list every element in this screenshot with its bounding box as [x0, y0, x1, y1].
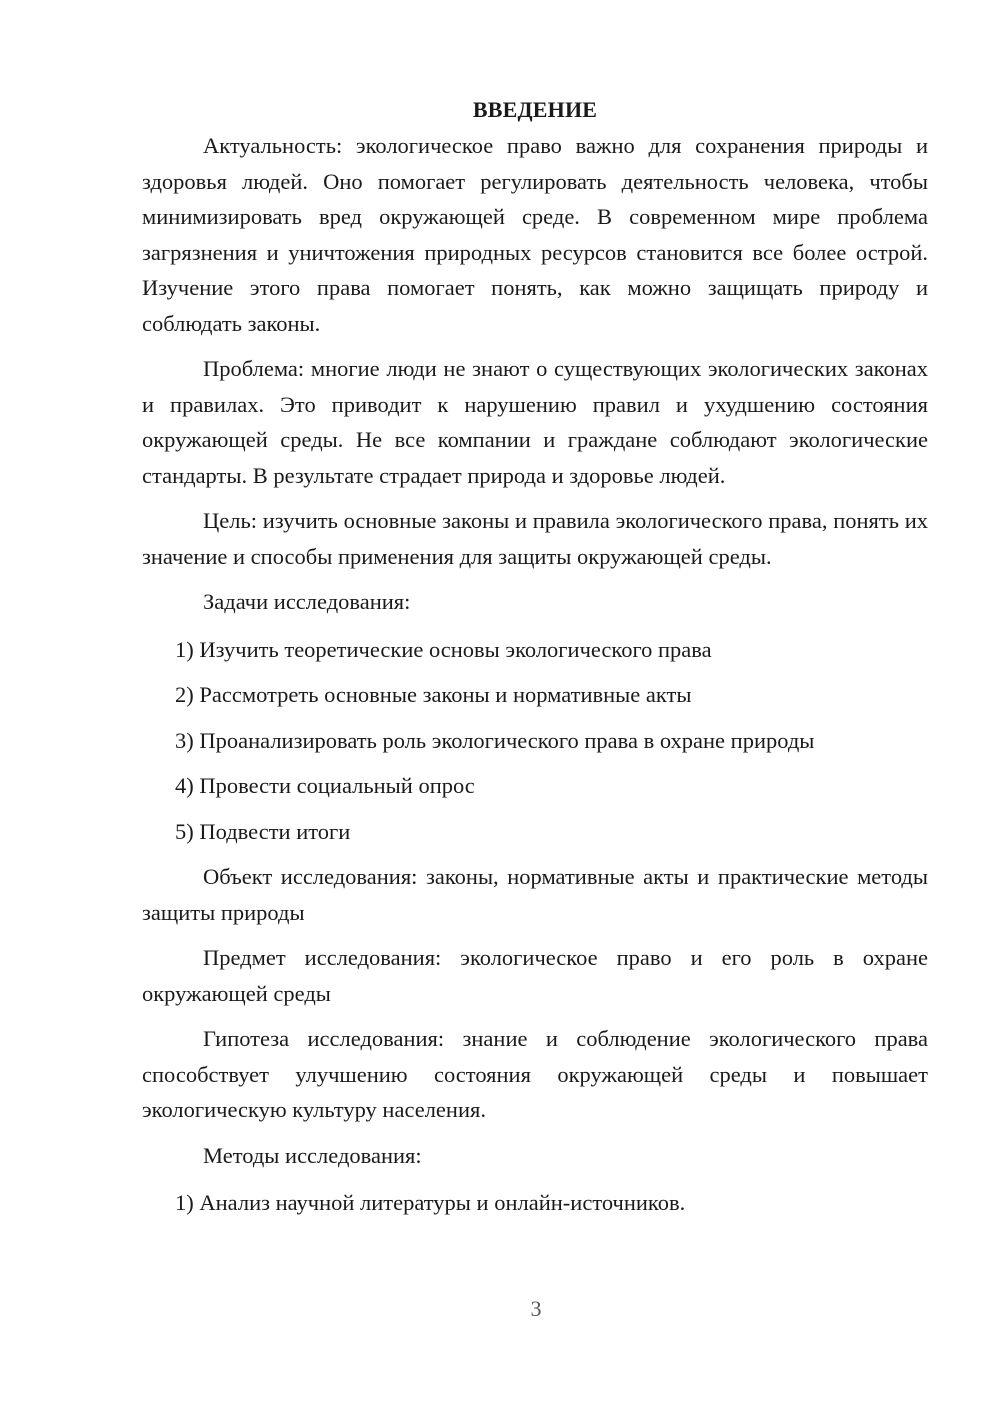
page-number: 3 — [530, 1296, 542, 1321]
task-item: 4) Провести социальный опрос — [175, 773, 475, 798]
tasks-heading: Задачи исследования: — [203, 589, 411, 614]
goal-paragraph: Цель: изучить основные законы и правила экологического права, понять их значение и способы применения для защиты окружающей среды. — [142, 508, 928, 569]
document-page — [142, 94, 928, 1231]
task-item: 3) Проанализировать роль экологического права в охране природы — [175, 727, 815, 753]
task-item: 2) Рассмотреть основные законы и нормативные акты — [175, 682, 692, 707]
task-item: 5) Подвести итоги — [175, 818, 351, 844]
methods-list — [142, 1185, 928, 1221]
method-item: 1) Анализ научной литературы и онлайн-источников. — [175, 1190, 686, 1215]
task-item: 1) Изучить теоретические основы экологического права — [175, 636, 712, 662]
relevance-paragraph: Актуальность: экологическое право важно для сохранения природы и здоровья людей. Оно помогает регулировать деятельность человека, чтобы минимизировать вред окружающей среде. В современном мире проблема загрязнения и уничтожения природных ресурсов становится все более острой. Изучение этого права помогает понять, как можно защищать природу и соблюдать законы. — [142, 133, 928, 336]
object-paragraph: Объект исследования: законы, нормативные акты и практические методы защиты природы — [142, 864, 928, 925]
tasks-list — [142, 632, 928, 850]
problem-paragraph: Проблема: многие люди не знают о существующих экологических законах и правилах. Это приводит к нарушению правил и ухудшению состояния окружающей среды. Не все компании и граждане соблюдают экологические стандарты. В результате страдает природа и здоровье людей. — [142, 356, 928, 488]
subject-paragraph: Предмет исследования: экологическое право и его роль в охране окружающей среды — [142, 945, 928, 1006]
methods-heading: Методы исследования: — [203, 1142, 422, 1168]
page-title: ВВЕДЕНИЕ — [472, 97, 598, 122]
hypothesis-paragraph: Гипотеза исследования: знание и соблюдение экологического права способствует улучшению состояния окружающей среды и повышает экологическую культуру населения. — [142, 1026, 928, 1122]
